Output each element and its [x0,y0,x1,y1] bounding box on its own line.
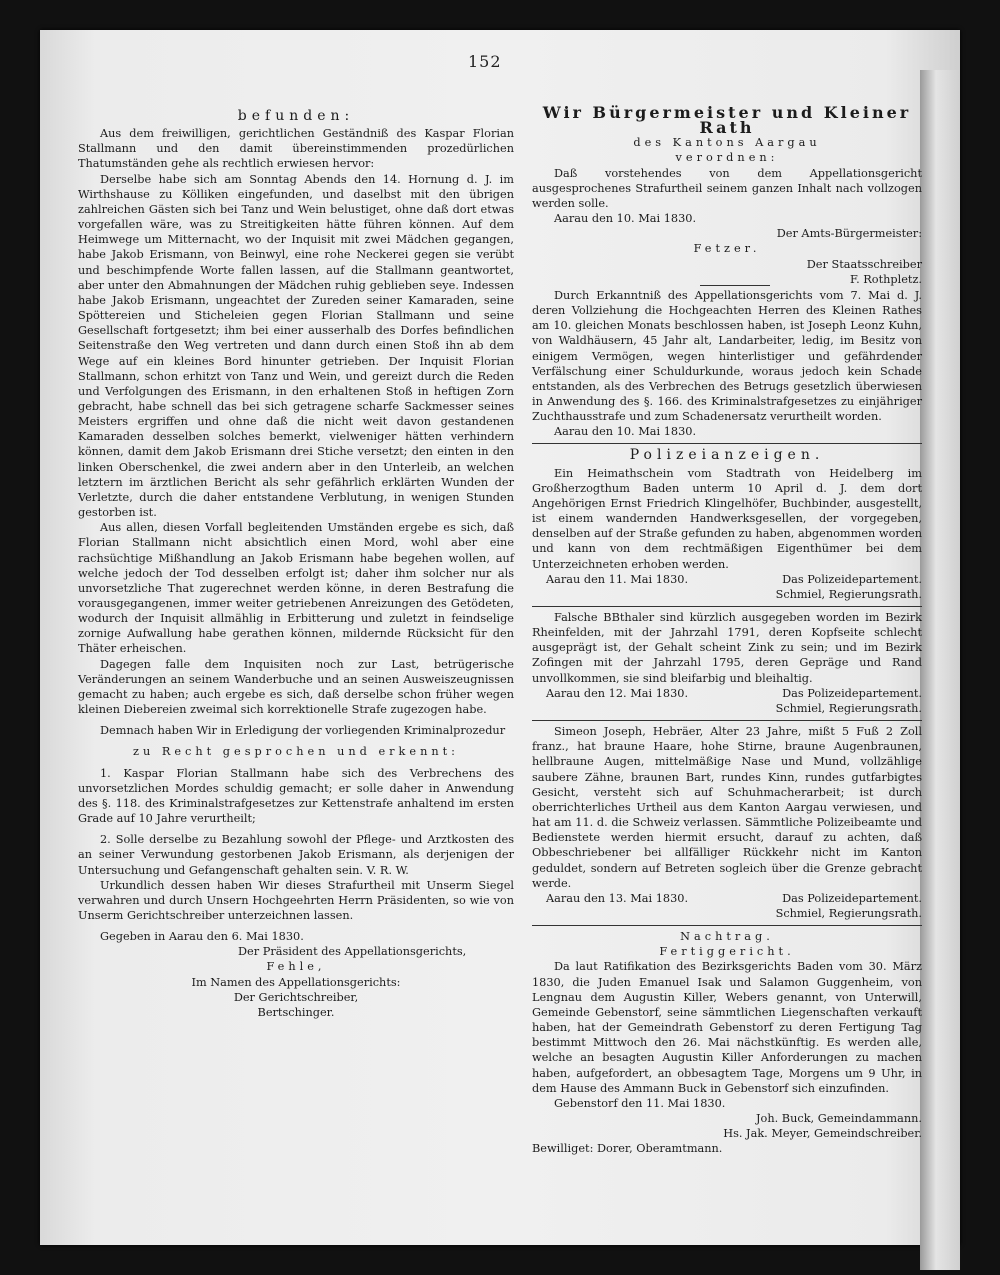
addendum-date: Gebenstorf den 11. Mai 1830. [554,1096,726,1110]
addendum-heading: Nachtrag. [680,930,774,944]
police-notice-2-sign: Schmiel, Regierungsrath. [775,701,922,715]
in-name-line: Im Namen des Appellationsgerichts: [191,975,401,989]
president-name: Fehle, [266,960,326,974]
right-column [532,105,922,1156]
police-notice-3-date: Aarau den 13. Mai 1830. [546,891,689,905]
addendum-subheading: Fertiggericht. [659,945,795,959]
divider [700,285,770,286]
given-date: Gegeben in Aarau den 6. Mai 1830. [100,930,304,944]
decree-text: Daß vorstehendes von dem Appellationsgericht ausgesprochenes Strafurtheil seinem ganzen Inhalt nach vollzogen werden solle. [532,166,922,210]
police-notice-1-dept: Das Polizeidepartement. [782,572,922,586]
police-notice-2-date: Aarau den 12. Mai 1830. [546,686,689,700]
mayor-title: Der Amts-Bürgermeister: [776,227,922,241]
police-notice-3-sign: Schmiel, Regierungsrath. [775,906,922,920]
secretary-title: Der Staatsschreiber [806,257,922,271]
secretary-name: F. Rothpletz. [850,272,922,286]
paragraph: Aus dem freiwilligen, gerichtlichen Geständniß des Kaspar Florian Stallmann und den damit übereinstimmenden prozedürlichen Thatumständen gehe als rechtlich erwiesen hervor: [78,127,514,171]
section-rule [532,720,922,721]
addendum-sign-1: Joh. Buck, Gemeindammann. [756,1112,922,1125]
paragraph: Aus allen, diesen Vorfall begleitenden Umständen ergebe es sich, daß Florian Stallmann nicht absichtlich einen Mord, wohl aber eine rachsüchtige Mißhandlung an Jakob Erismann habe begehen wollen, auf welche jedoch der Tod desselben erfolgt ist; daher ihm solcher nur als unvorsetzliche That zugerechnet werden könne, in deren Bestrafung die vorausgegangenen, immer weiter getriebenen Anreizungen des Getödeten, wodurch der Inquisit allmählig in Erbitterung und zuletzt in feindselige zornige Aufwallung habe gerathen können, mildernde Rücksicht für den Thäter erheischen. [78,521,514,656]
paragraph: Dagegen falle dem Inquisiten noch zur Last, betrügerische Veränderungen an seinem Wanderbuche und an seinen Ausweiszeugnissen gemacht zu haben; auch ergebe es sich, daß derselbe schon früher wegen kleinen Diebereien zweimal sich korrektionelle Strafe zugezogen habe. [78,657,514,717]
page-edge-shadow [920,70,960,1270]
addendum-sign-2: Hs. Jak. Meyer, Gemeindschreiber. [723,1127,922,1141]
verdict-item: 1. Kaspar Florian Stallmann habe sich des Verbrechens des unvorsetzlichen Mordes schuldig gemacht; er solle daher in Anwendung des §. 118. des Kriminalstrafgesetzes zur Kettenstrafe anhaltend im ersten Grade auf 10 Jahre verurtheilt; [78,766,514,826]
addendum-approved: Bewilliget: Dorer, Oberamtmann. [532,1142,723,1156]
police-notice-2-dept: Das Polizeidepartement. [782,686,922,700]
decree-date: Aarau den 10. Mai 1830. [554,212,697,226]
police-heading: Polizeianzeigen. [629,447,825,464]
kuhn-notice: Durch Erkanntniß des Appellationsgerichts vom 7. Mai d. J. deren Vollziehung die Hochgeachten Herren des Kleinen Rathes am 10. gleichen Monats beschlossen haben, ist Joseph Leonz Kuhn, von Waldhäusern, 45 Jahr alt, Landarbeiter, ledig, im Besitz von einigem Vermögen, wegen hinterlistiger und gefährdender Verfälschung einer Schuldurkunde, woraus jedoch kein Schade entstanden, als des Verbrechen des Betrugs gesetzlich überwiesen in Anwendung des §. 166. des Kriminalstrafgesetzes zu einjähriger Zuchthausstrafe und zum Schadenersatz verurtheilt worden. [532,288,922,424]
police-notice-1-footer [532,572,922,587]
verdict-item: 2. Solle derselbe zu Bezahlung sowohl der Pflege- und Arztkosten des an seiner Verwundung gestorbenen Jakob Erismann, als derjenigen der Untersuchung und Gefangenschaft gehalten sein. V. R. W. [78,833,514,877]
police-notice-2-footer [532,686,922,701]
decree-subtitle: des Kantons Aargau [633,136,821,150]
verdict-heading: zu Recht gesprochen und erkennt: [133,745,459,759]
section-rule [532,925,922,926]
left-heading: befunden: [237,108,355,124]
clerk-title: Der Gerichtschreiber, [233,990,359,1004]
president-title: Der Präsident des Appellationsgerichts, [238,945,467,959]
paragraph: Demnach haben Wir in Erledigung der vorliegenden Kriminalprozedur [100,724,506,738]
decree-verb: verordnen: [675,151,779,165]
decree-title: Wir Bürgermeister und Kleiner Rath [542,103,912,138]
police-notice-3: Simeon Joseph, Hebräer, Alter 23 Jahre, mißt 5 Fuß 2 Zoll franz., hat braune Haare, hohe Stirne, braune Augenbraunen, hellbraune Augen, mittelmäßige Nase und Mund, vollzählige saubere Zähne, braunen Bart, rundes Kinn, rundes gutfarbigtes Gesicht, versteht sich auf Schuhmacherarbeit; ist durch oberrichterliches Urtheil aus dem Kanton Aargau verwiesen, und hat am 11. d. die Schweiz verlassen. Sämmtliche Polizeibeamte und Bedienstete werden hiermit ersucht, darauf zu achten, daß Obbeschriebener bei allfälliger Rückkehr nicht im Kanton geduldet, sondern auf Betreten sogleich über die Grenze gebracht werde. [532,725,922,890]
police-notice-1: Ein Heimathschein vom Stadtrath von Heidelberg im Großherzogthum Baden unterm 10 April d. J. dem dort Angehörigen Ernst Friedrich Klingelhöfer, Buchbinder, ausgestellt, ist einem wandernden Handwerksgesellen, der vorgegeben, denselben auf der Straße gefunden zu haben, abgenommen worden und kann von dem rechtmäßigen Eigenthümer bei dem Unterzeichneten erhoben werden. [532,466,922,571]
addendum-text: Da laut Ratifikation des Bezirksgerichts Baden vom 30. März 1830, die Juden Emanuel Isak und Salamon Guggenheim, von Lengnau dem Augustin Killer, Webers genannt, von Unterwill, Gemeinde Gebenstorf, seine sämmtlichen Liegenschaften verkauft haben, hat der Gemeindrath Gebenstorf zu deren Fertigung Tag bestimmt Mittwoch den 26. Mai nächstkünftig. Es werden alle, welche an besagten Augustin Killer Anforderungen zu machen haben, aufgefordert, an obbesagtem Tage, Morgens um 9 Uhr, in dem Hause des Ammann Buck in Gebenstorf sich einzufinden. [532,960,922,1095]
mayor-name: Fetzer. [693,242,761,256]
police-notice-1-sign: Schmiel, Regierungsrath. [775,587,922,601]
clerk-name: Bertschinger. [257,1005,335,1019]
section-rule [532,443,922,444]
verdict-item: Urkundlich dessen haben Wir dieses Strafurtheil mit Unserm Siegel verwahren und durch Unsern Hochgeehrten Herrn Präsidenten, so wie von Unserm Gerichtschreiber unterzeichnen lassen. [78,878,514,922]
police-notice-1-date: Aarau den 11. Mai 1830. [546,572,689,586]
left-column [78,105,514,1020]
police-notice-3-dept: Das Polizeidepartement. [782,891,922,905]
police-notice-2: Falsche BBthaler sind kürzlich ausgegeben worden im Bezirk Rheinfelden, mit der Jahrzahl 1791, deren Kopfseite schlecht ausgeprägt ist, der Gehalt scheint Zink zu sein; und im Bezirk Zofingen mit der Jahrzahl 1795, deren Gepräge und Rand unvollkommen, sie sind bleifarbig und bleihaltig. [532,611,922,685]
page-number: 152 [468,52,502,71]
paragraph: Derselbe habe sich am Sonntag Abends den 14. Hornung d. J. im Wirthshause zu Kölliken eingefunden, und daselbst mit den übrigen zahlreichen Gästen sich bei Tanz und Wein belustiget, ohne daß dort etwas vorgefallen wäre, was zu Streitigkeiten hätte führen können. Auf dem Heimwege um Mitternacht, wo der Inquisit mit zwei Mädchen gegangen, habe Jakob Erismann, von Beinwyl, eine rohe Neckerei gegen sie verübt und beschimpfende Worte fallen lassen, auf die Stallmann geantwortet, aber unter den Abmahnungen der Mädchen ruhig geblieben seye. Indessen habe Jakob Erismann, ungeachtet der Zureden seiner Kamaraden, seine Spöttereien und Sticheleien gegen Florian Stallmann und seine Gesellschaft fortgesetzt; ihm bei einer ausserhalb des Dorfes befindlichen Seitenstraße den Weg vertreten und dann durch einen Stoß ihn ab dem Wege auf ein kleines Bord hinunter getrieben. Der Inquisit Florian Stallmann, schon erhitzt von Tanz und Wein, und gereizt durch die Reden und Verfolgungen des Erismann, in den erhaltenen Stoß in heftigen Zorn gebracht, habe schnell das bei sich getragene scharfe Sackmesser seines Meisters ergriffen und ohne daß die nicht weit davon gestandenen Kamaraden desselben solches bemerkt, vielweniger hätten verhindern können, damit dem Jakob Erismann drei Stiche versetzt; den einten in den linken Oberschenkel, die zwei andern aber in den Unterleib, an welchen letztern im ärztlichen Bericht als sehr gefährlich erklärten Wunden der Verletzte, durch die daher entstandene Verblutung, in wenigen Stunden gestorben ist. [78,172,514,520]
police-notice-3-footer [532,891,922,906]
kuhn-date: Aarau den 10. Mai 1830. [554,425,697,439]
section-rule [532,606,922,607]
